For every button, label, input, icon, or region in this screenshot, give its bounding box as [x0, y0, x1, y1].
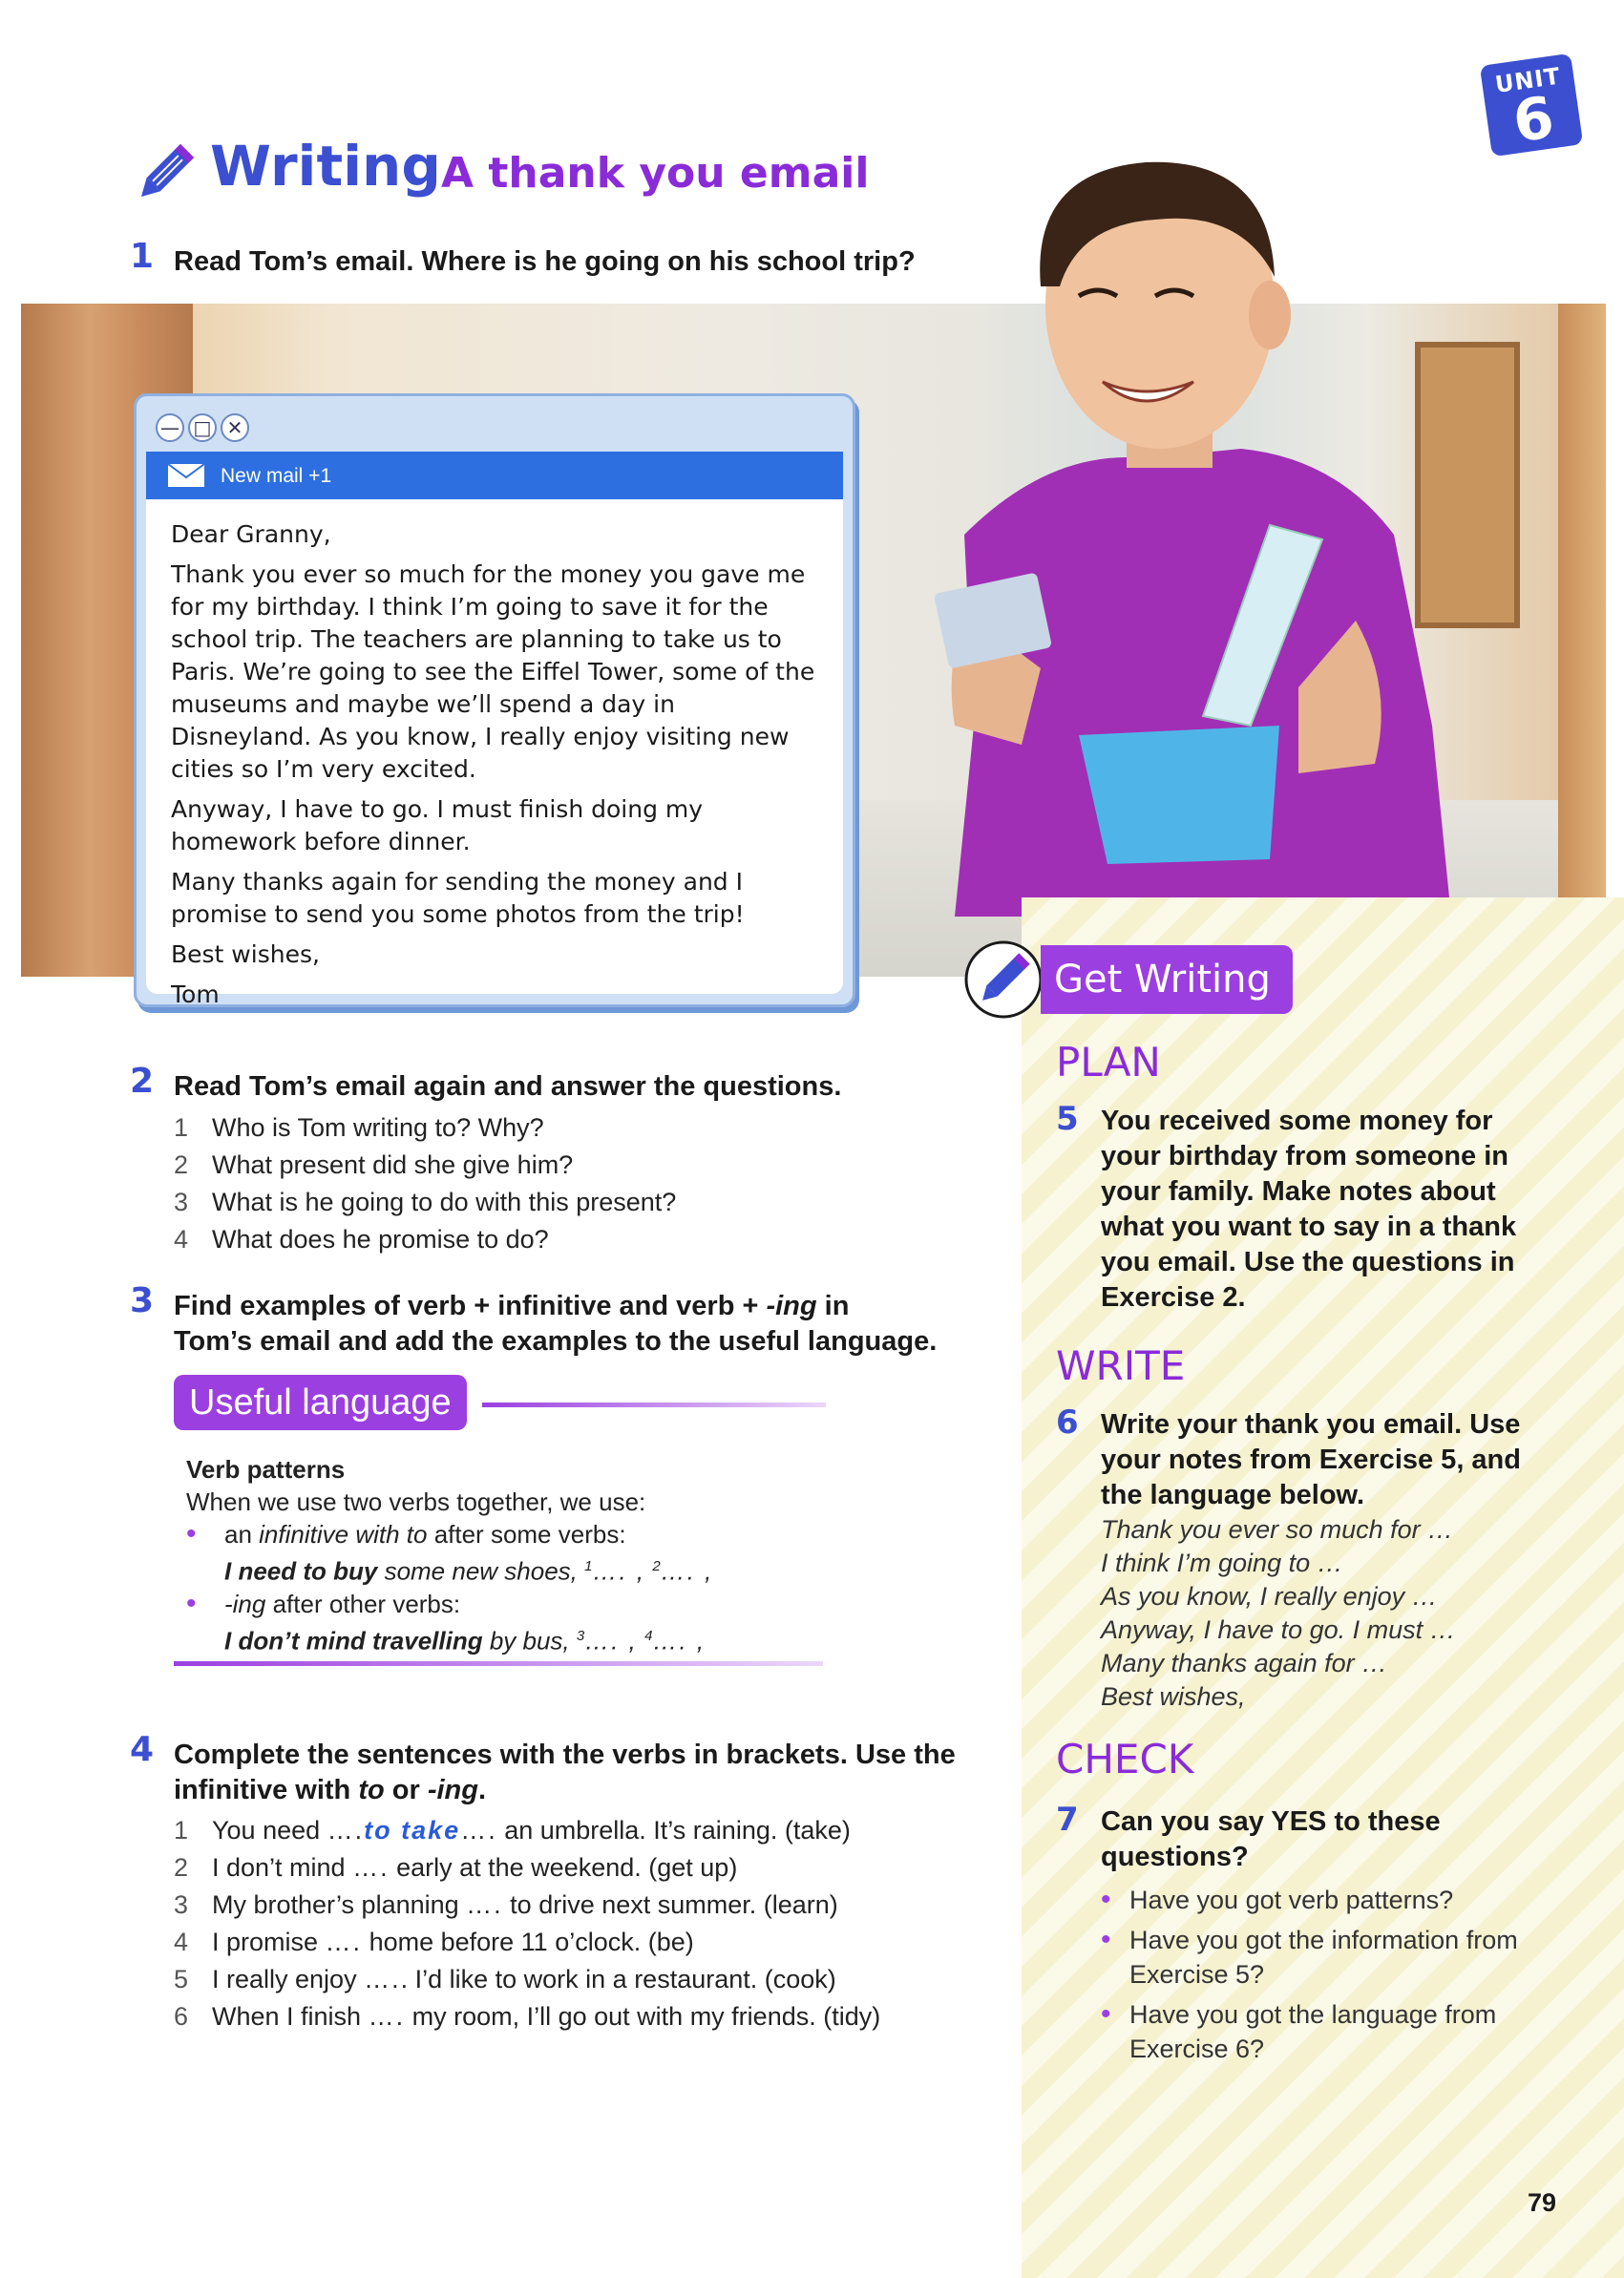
item-text: When I finish: [212, 2002, 369, 2031]
item-text: Who is Tom writing to? Why?: [212, 1113, 544, 1142]
item-number: 2: [174, 1853, 189, 1882]
gap-number: 1: [584, 1558, 593, 1574]
gap[interactable]: ….: [364, 1965, 401, 1993]
envelope-icon: [167, 463, 205, 488]
item-text: to drive next summer. (learn): [502, 1890, 838, 1919]
item-number: 4: [174, 1225, 189, 1254]
check-heading: CHECK: [1056, 1736, 1194, 1782]
item-text: early at the weekend. (get up): [389, 1853, 738, 1882]
verb-patterns-heading: Verb patterns: [186, 1455, 346, 1484]
exercise-3-number: 3: [130, 1281, 155, 1320]
email-body: [146, 499, 843, 1008]
mail-bar-label: New mail +1: [221, 465, 332, 487]
example-text: by bus,: [482, 1626, 577, 1656]
item-number: 3: [174, 1188, 189, 1216]
item-text: I promise: [212, 1928, 326, 1956]
gap[interactable]: ….: [368, 2002, 406, 2031]
exercise-5-number: 5: [1056, 1100, 1079, 1138]
useful-language-box: [186, 1453, 835, 1656]
page-title: Writing: [210, 134, 441, 199]
item-text: I really enjoy: [212, 1965, 365, 1993]
list-item: [174, 1147, 676, 1184]
email-paragraph: Many thanks again for sending the money and I promise to send you some photos from the trip!: [171, 868, 745, 928]
text: an: [224, 1520, 260, 1549]
question-text: or: [384, 1775, 428, 1805]
maximize-button[interactable]: □: [188, 413, 217, 442]
mail-bar: [146, 452, 843, 499]
exercise-7-number: 7: [1056, 1801, 1079, 1839]
exercise-2-number: 2: [130, 1062, 155, 1101]
exercise-4-list: [174, 1812, 880, 2035]
list-item: [174, 1812, 880, 1849]
question-text: Tom’s email and add the examples to the useful language.: [174, 1326, 938, 1357]
list-item: [174, 1961, 880, 1998]
list-item: [174, 1998, 880, 2035]
question-text: .: [478, 1775, 487, 1805]
list-item: [174, 1109, 676, 1147]
exercise-1-question: Read Tom’s email. Where is he going on his school trip?: [174, 246, 916, 277]
phrase: Anyway, I have to go. I must …: [1101, 1615, 1456, 1644]
gap-number: 2: [652, 1558, 661, 1574]
list-item: [174, 1924, 880, 1961]
item-number: 5: [174, 1965, 189, 1993]
item-text: home before 11 o’clock. (be): [362, 1928, 694, 1956]
gap[interactable]: …. ,: [584, 1626, 638, 1656]
exercise-6-question: Write your thank you email. Use your notes from Exercise 5, and the language below.: [1101, 1409, 1521, 1510]
check-item: • Have you got verb patterns?: [1101, 1883, 1530, 1917]
page-subtitle: A thank you email: [441, 149, 870, 198]
item-text: I don’t mind: [212, 1853, 353, 1882]
gap[interactable]: ….: [325, 1928, 363, 1956]
pencil-badge-icon: [964, 940, 1043, 1019]
list-item: [174, 1184, 676, 1221]
minimize-button[interactable]: —: [156, 413, 184, 442]
item-number: 1: [174, 1113, 189, 1142]
exercise-1-number: 1: [130, 237, 155, 276]
item-number: 4: [174, 1928, 189, 1956]
phrase: Many thanks again for …: [1101, 1649, 1388, 1677]
example-bold: I don’t mind travelling: [224, 1626, 483, 1656]
example-line: [186, 1550, 835, 1588]
item-text: my room, I’ll go out with my friends. (tidy): [405, 2002, 881, 2031]
item-text: What does he promise to do?: [212, 1225, 549, 1254]
email-greeting: Dear Granny,: [171, 520, 331, 548]
exercise-6-number: 6: [1056, 1403, 1079, 1442]
text-italic: infinitive with to: [259, 1520, 428, 1549]
bullet-item: [186, 1518, 835, 1550]
write-heading: WRITE: [1056, 1342, 1186, 1389]
unit-number: 6: [1508, 84, 1558, 157]
gap[interactable]: ….to take….: [327, 1816, 497, 1845]
list-item: [174, 1887, 880, 1924]
email-paragraph: Thank you ever so much for the money you gave me for my birthday. I think I’m going to save it for the school trip. The teachers are planning to take us to Paris. We’re going to see the Eiffel Tower, some of the museums and maybe we’ll spend a day in Disneyland. As you know, I really enjoy visiting new cities so I’m very excited.: [171, 560, 815, 783]
question-italic: -ing: [427, 1775, 478, 1805]
divider: [482, 1403, 826, 1407]
phrase: Thank you ever so much for …: [1101, 1515, 1454, 1544]
bullet-item: [186, 1588, 835, 1620]
exercise-7-question: Can you say YES to these questions?: [1101, 1806, 1441, 1872]
question-text: Complete the sentences with the verbs in brackets. Use the: [174, 1740, 956, 1770]
gap-number: 4: [644, 1627, 653, 1644]
gap-number: 3: [576, 1627, 585, 1644]
item-text: an umbrella. It’s raining. (take): [496, 1816, 851, 1845]
item-text: What is he going to do with this present?: [212, 1188, 677, 1216]
page-number: 79: [1528, 2188, 1557, 2217]
text-italic: -ing: [224, 1589, 266, 1618]
email-closing: Best wishes,: [171, 940, 320, 968]
check-item: • Have you got the information from Exercise 5?: [1101, 1923, 1530, 1992]
gap[interactable]: …. ,: [660, 1556, 714, 1586]
item-number: 1: [174, 1816, 189, 1845]
question-text: in: [816, 1291, 850, 1321]
item-number: 3: [174, 1890, 189, 1919]
example-bold: I need to buy: [224, 1556, 378, 1586]
get-writing-tag: Get Writing: [1041, 945, 1293, 1014]
item-text: You need: [212, 1816, 327, 1845]
text: after some verbs:: [427, 1520, 626, 1549]
example-text: some new shoes,: [377, 1556, 585, 1586]
unit-label: UNIT: [1493, 62, 1563, 98]
gap[interactable]: ….: [352, 1853, 390, 1882]
email-signature: Tom: [171, 981, 220, 1008]
phrase: I think I’m going to …: [1101, 1549, 1343, 1577]
exercise-2-question: Read Tom’s email again and answer the questions.: [174, 1071, 842, 1102]
item-number: 6: [174, 2002, 189, 2031]
gap[interactable]: …. ,: [592, 1556, 646, 1586]
useful-phrases: [1101, 1513, 1456, 1714]
question-italic: to: [358, 1775, 385, 1805]
exercise-3-question: [174, 1289, 937, 1360]
gap[interactable]: ….: [466, 1890, 503, 1919]
check-list: [1101, 1883, 1530, 2072]
item-number: 2: [174, 1150, 189, 1179]
list-item: [174, 1849, 880, 1887]
item-text: . I’d like to work in a restaurant. (cook): [400, 1965, 836, 1993]
plan-heading: PLAN: [1056, 1039, 1161, 1086]
email-window: [134, 393, 855, 1007]
text: after other verbs:: [265, 1589, 461, 1618]
exercise-5-question: You received some money for your birthday from someone in your family. Make notes about what you want to say in a thank you email. Use the questions in Exercise 2.: [1101, 1106, 1517, 1313]
email-paragraph: Anyway, I have to go. I must finish doing my homework before dinner.: [171, 795, 704, 855]
exercise-2-list: [174, 1109, 676, 1258]
phrase: As you know, I really enjoy …: [1101, 1582, 1438, 1611]
question-text: infinitive with: [174, 1775, 359, 1805]
useful-language-tag: Useful language: [174, 1375, 467, 1430]
verb-patterns-intro: When we use two verbs together, we use:: [186, 1487, 646, 1516]
question-text: Find examples of verb + infinitive and verb +: [174, 1291, 767, 1321]
example-line: [186, 1620, 835, 1657]
list-item: [174, 1221, 676, 1258]
item-text: What present did she give him?: [212, 1150, 574, 1179]
window-controls: [156, 413, 253, 446]
example-answer: to take: [364, 1816, 461, 1845]
close-button[interactable]: ✕: [221, 413, 249, 442]
divider: [174, 1661, 823, 1666]
gap[interactable]: …. ,: [652, 1626, 707, 1656]
exercise-4-number: 4: [130, 1730, 155, 1769]
question-italic: -ing: [766, 1291, 817, 1321]
check-item: • Have you got the language from Exercise 6?: [1101, 1997, 1530, 2066]
exercise-4-question: [174, 1738, 956, 1808]
phrase: Best wishes,: [1101, 1682, 1246, 1711]
item-text: My brother’s planning: [212, 1890, 467, 1919]
